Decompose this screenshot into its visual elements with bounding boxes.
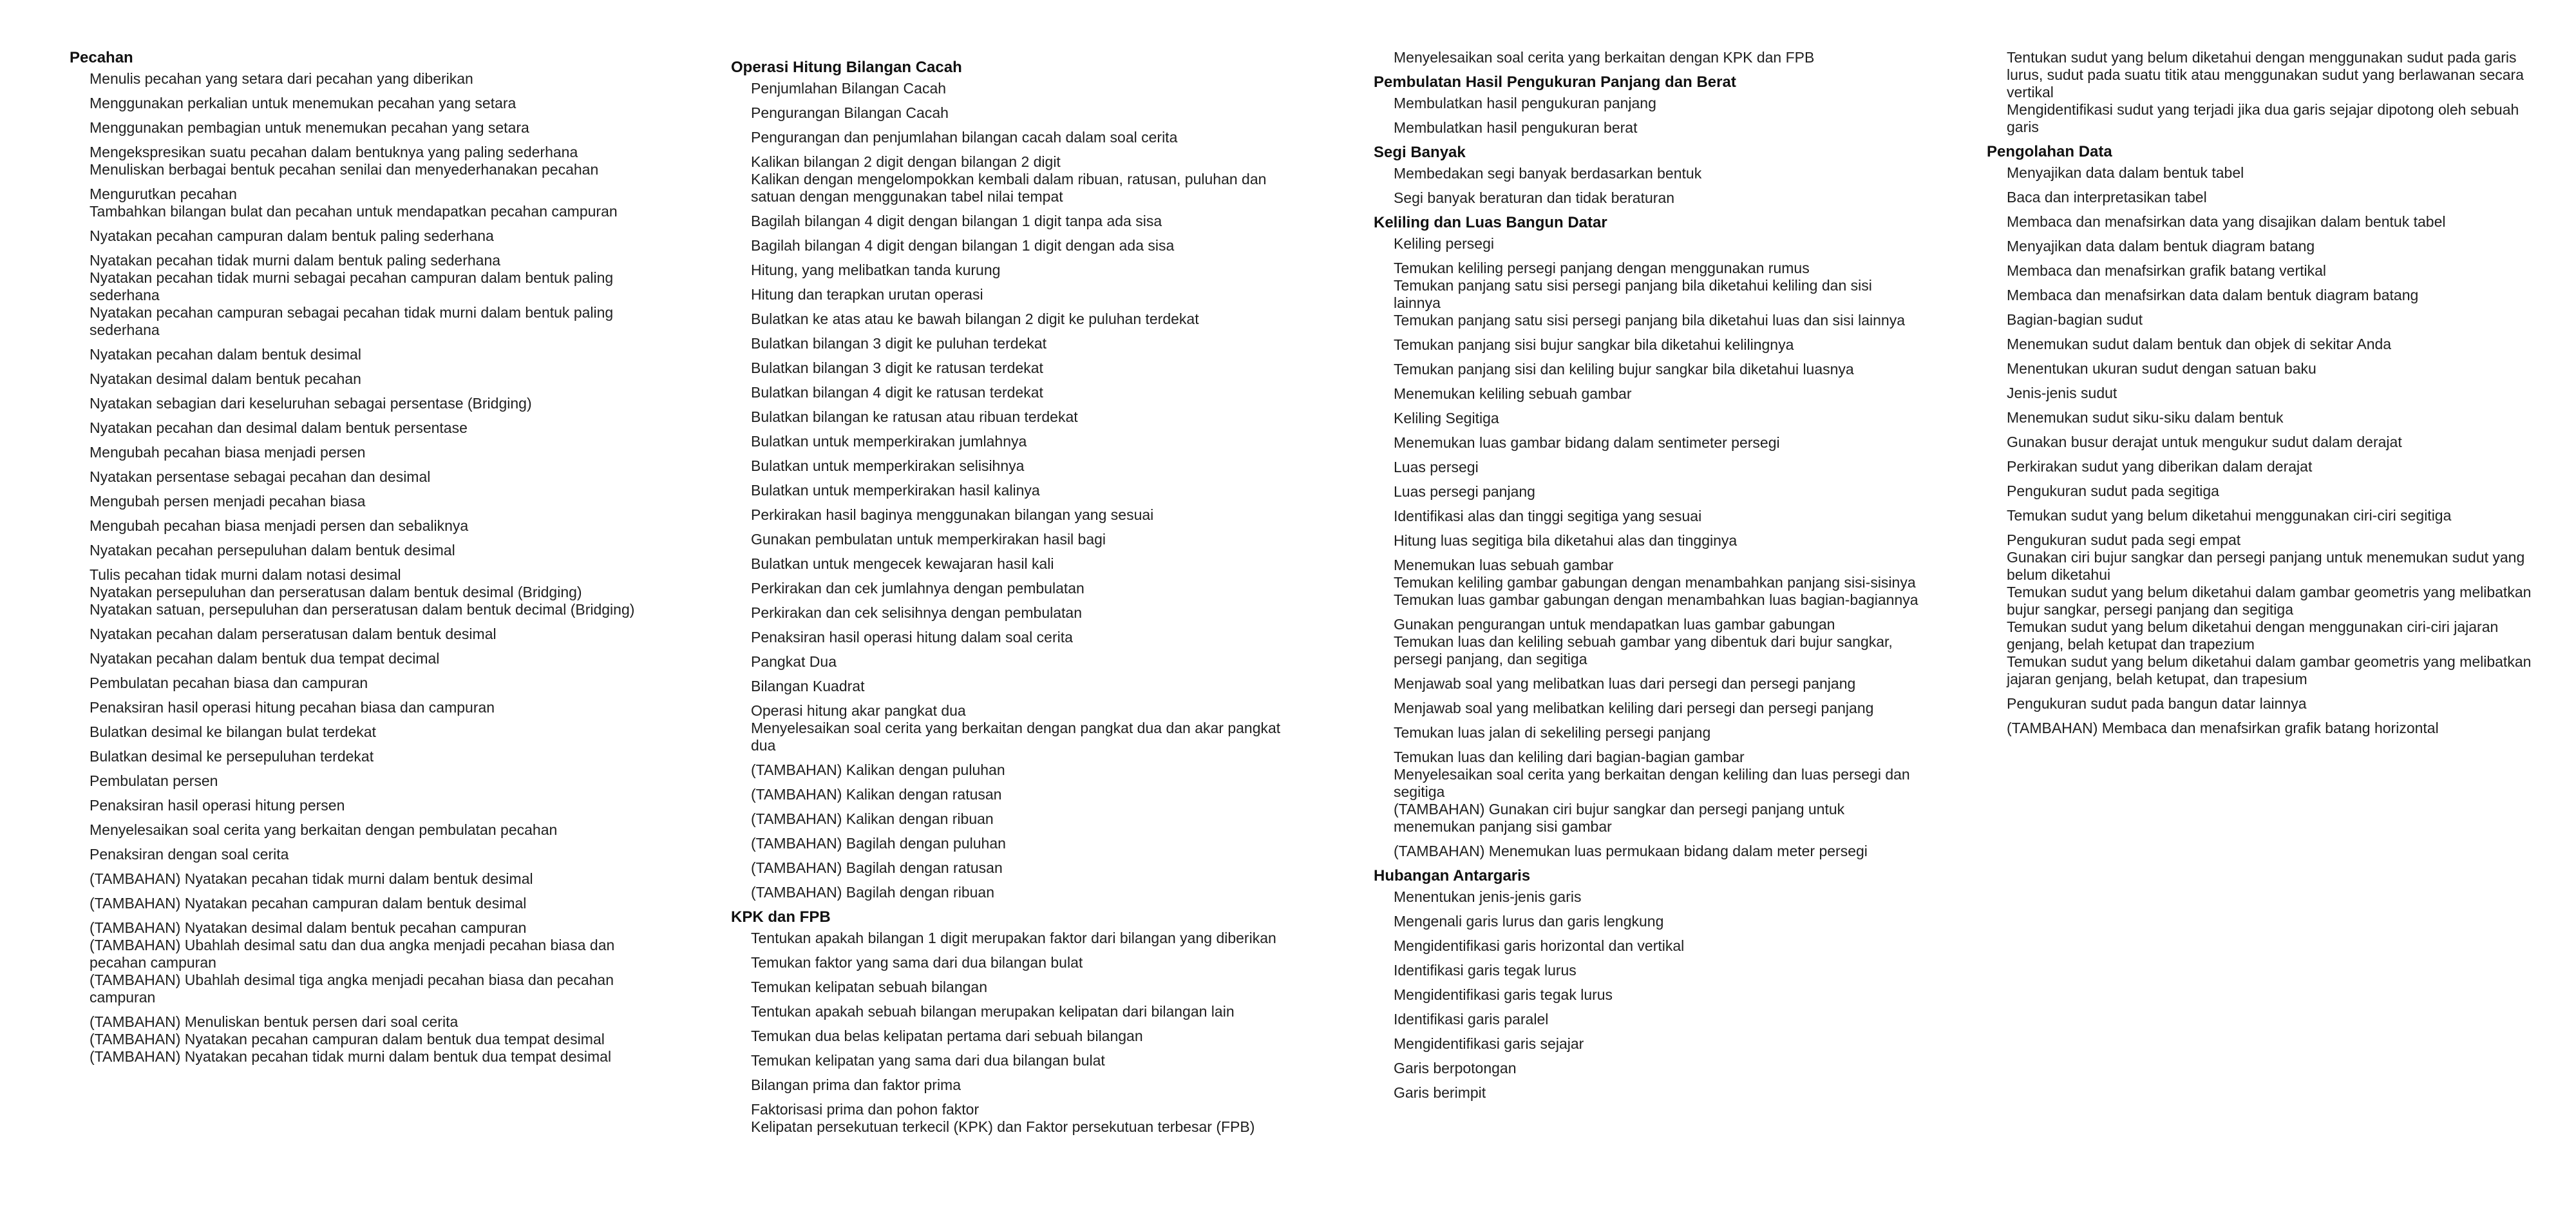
topic-item: Membulatkan hasil pengukuran panjang xyxy=(1394,95,1656,111)
topic-item: Menemukan luas sebuah gambar xyxy=(1394,557,1614,573)
topic-section xyxy=(70,49,636,1066)
topic-item: Membaca dan menafsirkan data dalam bentuk diagram batang xyxy=(2007,287,2419,303)
topic-item: Pembulatan pecahan biasa dan campuran xyxy=(90,674,368,691)
topic-item: Pengukuran sudut pada bangun datar lainnya xyxy=(2007,695,2307,712)
topic-item: Pengukuran sudut pada segitiga xyxy=(2007,483,2219,499)
topic-item: Temukan keliling persegi panjang dengan menggunakan rumus xyxy=(1394,260,1810,276)
topic-item: Gunakan pengurangan untuk mendapatkan luas gambar gabungan xyxy=(1394,616,1835,633)
topic-item: Tentukan apakah bilangan 1 digit merupakan faktor dari bilangan yang diberikan xyxy=(751,930,1276,946)
topic-section xyxy=(1987,143,2534,737)
topic-item: Menulis pecahan yang setara dari pecahan yang diberikan xyxy=(90,70,473,87)
topic-section xyxy=(1374,214,1921,860)
topic-item: Penaksiran dengan soal cerita xyxy=(90,846,289,863)
topic-item: Menemukan sudut siku-siku dalam bentuk xyxy=(2007,409,2284,426)
topic-item: Nyatakan persentase sebagai pecahan dan desimal xyxy=(90,468,431,485)
topic-item: Nyatakan pecahan dalam perseratusan dalam bentuk desimal xyxy=(90,626,497,642)
topic-item: Garis berpotongan xyxy=(1394,1060,1517,1076)
topic-item: (TAMBAHAN) Ubahlah desimal satu dan dua angka menjadi pecahan biasa dan pecahan campuran xyxy=(90,937,615,971)
topic-item: Nyatakan pecahan campuran dalam bentuk paling sederhana xyxy=(90,227,494,244)
topic-item: Temukan luas dan keliling sebuah gambar yang dibentuk dari bujur sangkar, persegi panjang, dan segitiga xyxy=(1394,633,1893,667)
topic-item: Nyatakan pecahan dan desimal dalam bentuk persentase xyxy=(90,419,468,436)
topic-item: Temukan kelipatan yang sama dari dua bilangan bulat xyxy=(751,1052,1105,1069)
topic-item: Hitung dan terapkan urutan operasi xyxy=(751,286,983,303)
topic-item: (TAMBAHAN) Bagilah dengan ribuan xyxy=(751,884,994,901)
topic-section xyxy=(1374,73,1921,137)
section-heading: Segi Banyak xyxy=(1374,144,1466,161)
topic-item: Tambahkan bilangan bulat dan pecahan untuk mendapatkan pecahan campuran xyxy=(90,203,618,220)
topic-item: Menggunakan perkalian untuk menemukan pecahan yang setara xyxy=(90,95,516,111)
topic-item: Temukan panjang satu sisi persegi panjang bila diketahui luas dan sisi lainnya xyxy=(1394,312,1906,329)
topic-item: Keliling persegi xyxy=(1394,235,1494,252)
topic-item: Perkirakan dan cek jumlahnya dengan pembulatan xyxy=(751,580,1084,597)
topic-item: Nyatakan pecahan tidak murni sebagai pecahan campuran dalam bentuk paling sederhana xyxy=(90,269,614,303)
section-heading: Operasi Hitung Bilangan Cacah xyxy=(731,59,962,76)
topic-item: (TAMBAHAN) Nyatakan pecahan campuran dalam bentuk dua tempat desimal xyxy=(90,1031,605,1047)
topic-item: Mengubah pecahan biasa menjadi persen dan sebaliknya xyxy=(90,517,469,534)
topic-item: Nyatakan pecahan persepuluhan dalam bentuk desimal xyxy=(90,542,455,559)
topic-item: Mengenali garis lurus dan garis lengkung xyxy=(1394,913,1664,930)
topic-item: Mengubah pecahan biasa menjadi persen xyxy=(90,444,366,461)
section-heading: Pengolahan Data xyxy=(1987,143,2112,160)
topic-item: Jenis-jenis sudut xyxy=(2007,385,2117,401)
topic-item: Perkirakan sudut yang diberikan dalam derajat xyxy=(2007,458,2313,475)
topic-item: Bulatkan bilangan ke ratusan atau ribuan terdekat xyxy=(751,408,1078,425)
topic-item: Temukan panjang satu sisi persegi panjang bila diketahui keliling dan sisi lainnya xyxy=(1394,277,1872,311)
section-heading: Keliling dan Luas Bangun Datar xyxy=(1374,214,1607,231)
topic-item: Menemukan sudut dalam bentuk dan objek di sekitar Anda xyxy=(2007,336,2392,352)
topic-item: Bilangan Kuadrat xyxy=(751,678,865,694)
topic-item: Identifikasi garis paralel xyxy=(1394,1011,1549,1028)
topic-item: Menyelesaikan soal cerita yang berkaitan dengan pangkat dua dan akar pangkat dua xyxy=(751,720,1281,754)
topic-item: Bulatkan bilangan 3 digit ke puluhan terdekat xyxy=(751,335,1047,352)
topic-item: Faktorisasi prima dan pohon faktor xyxy=(751,1101,980,1118)
topic-item: Pengukuran sudut pada segi empat xyxy=(2007,531,2241,548)
topic-item: Menyajikan data dalam bentuk tabel xyxy=(2007,164,2244,181)
section-heading: KPK dan FPB xyxy=(731,908,831,926)
topic-item: Nyatakan sebagian dari keseluruhan sebagai persentase (Bridging) xyxy=(90,395,532,412)
topic-item: Menyelesaikan soal cerita yang berkaitan dengan keliling dan luas persegi dan segitiga xyxy=(1394,766,1910,800)
topic-item: (TAMBAHAN) Menemukan luas permukaan bidang dalam meter persegi xyxy=(1394,843,1868,859)
topic-item: (TAMBAHAN) Nyatakan pecahan tidak murni dalam bentuk desimal xyxy=(90,870,533,887)
topic-item: (TAMBAHAN) Nyatakan desimal dalam bentuk pecahan campuran xyxy=(90,919,527,936)
topic-item: Identifikasi alas dan tinggi segitiga yang sesuai xyxy=(1394,508,1702,524)
topic-item: (TAMBAHAN) Kalikan dengan puluhan xyxy=(751,761,1005,778)
topic-item: Temukan sudut yang belum diketahui menggunakan ciri-ciri segitiga xyxy=(2007,507,2452,524)
topic-item: Tentukan sudut yang belum diketahui dengan menggunakan sudut pada garis lurus, sudut pada suatu titik atau menggunakan sudut yang berlawanan secara vertikal xyxy=(2007,49,2524,100)
topic-item: Bulatkan ke atas atau ke bawah bilangan 2 digit ke puluhan terdekat xyxy=(751,311,1199,327)
topic-item: Penaksiran hasil operasi hitung dalam soal cerita xyxy=(751,629,1073,645)
topic-item: Tulis pecahan tidak murni dalam notasi desimal xyxy=(90,566,401,583)
topic-item: (TAMBAHAN) Kalikan dengan ribuan xyxy=(751,810,994,827)
topic-section xyxy=(731,908,1298,1136)
topic-item: Hitung, yang melibatkan tanda kurung xyxy=(751,262,1001,278)
topic-item: Membaca dan menafsirkan data yang disajikan dalam bentuk tabel xyxy=(2007,213,2446,230)
topic-section xyxy=(1374,144,1921,207)
section-heading: Pembulatan Hasil Pengukuran Panjang dan Berat xyxy=(1374,73,1736,91)
topic-item: (TAMBAHAN) Membaca dan menafsirkan grafik batang horizontal xyxy=(2007,720,2439,736)
topic-item: Bagilah bilangan 4 digit dengan bilangan 1 digit tanpa ada sisa xyxy=(751,213,1162,229)
topic-item: Nyatakan pecahan tidak murni dalam bentuk paling sederhana xyxy=(90,252,501,269)
topic-item: Bulatkan untuk memperkirakan selisihnya xyxy=(751,457,1025,474)
topic-item: Operasi hitung akar pangkat dua xyxy=(751,702,966,719)
topic-item: Penaksiran hasil operasi hitung pecahan biasa dan campuran xyxy=(90,699,495,716)
topic-item: Temukan sudut yang belum diketahui dalam gambar geometris yang melibatkan jajaran genjang, belah ketupat, dan trapesium xyxy=(2007,653,2532,687)
topic-item: Menemukan luas gambar bidang dalam sentimeter persegi xyxy=(1394,434,1780,451)
section-heading: Hubangan Antargaris xyxy=(1374,867,1531,885)
topic-item: Temukan luas gambar gabungan dengan menambahkan luas bagian-bagiannya xyxy=(1394,591,1918,608)
topic-section xyxy=(1374,867,1921,1102)
topic-item: Temukan panjang sisi bujur sangkar bila diketahui kelilingnya xyxy=(1394,336,1794,353)
topic-item: Bulatkan bilangan 4 digit ke ratusan terdekat xyxy=(751,384,1043,401)
topic-item: Bulatkan bilangan 3 digit ke ratusan terdekat xyxy=(751,359,1043,376)
topic-item: Bulatkan desimal ke persepuluhan terdekat xyxy=(90,748,374,765)
topic-item: Membulatkan hasil pengukuran berat xyxy=(1394,119,1638,136)
column-4 xyxy=(1987,49,2534,744)
topic-item: Temukan kelipatan sebuah bilangan xyxy=(751,979,987,995)
column-1 xyxy=(70,45,636,1073)
topic-item: (TAMBAHAN) Kalikan dengan ratusan xyxy=(751,786,1002,803)
topic-item: Bagian-bagian sudut xyxy=(2007,311,2143,328)
topic-item: Segi banyak beraturan dan tidak beraturan xyxy=(1394,189,1675,206)
topic-section xyxy=(1374,49,1921,66)
topic-item: Nyatakan pecahan dalam bentuk dua tempat decimal xyxy=(90,650,440,667)
topic-item: Keliling Segitiga xyxy=(1394,410,1499,426)
topic-item: Mengidentifikasi garis sejajar xyxy=(1394,1035,1584,1052)
topic-item: Mengekspresikan suatu pecahan dalam bentuknya yang paling sederhana xyxy=(90,144,578,160)
topic-item: Temukan faktor yang sama dari dua bilangan bulat xyxy=(751,954,1083,971)
topic-item: Bulatkan desimal ke bilangan bulat terdekat xyxy=(90,723,376,740)
topic-item: Gunakan pembulatan untuk memperkirakan hasil bagi xyxy=(751,531,1106,548)
topic-item: Hitung luas segitiga bila diketahui alas dan tingginya xyxy=(1394,532,1738,549)
topic-section xyxy=(1987,49,2534,136)
topic-item: Gunakan ciri bujur sangkar dan persegi panjang untuk menemukan sudut yang belum diketahui xyxy=(2007,549,2525,583)
topic-item: Bulatkan untuk memperkirakan jumlahnya xyxy=(751,433,1027,450)
topic-item: Kalikan dengan mengelompokkan kembali dalam ribuan, ratusan, puluhan dan satuan dengan menggunakan tabel nilai tempat xyxy=(751,171,1267,205)
topic-item: Nyatakan satuan, persepuluhan dan perseratusan dalam bentuk decimal (Bridging) xyxy=(90,601,635,618)
topic-item: Pengurangan dan penjumlahan bilangan cacah dalam soal cerita xyxy=(751,129,1178,146)
topic-item: (TAMBAHAN) Menuliskan bentuk persen dari soal cerita xyxy=(90,1013,459,1030)
column-2 xyxy=(731,55,1298,1143)
topic-item: Membaca dan menafsirkan grafik batang vertikal xyxy=(2007,262,2327,279)
topic-item: Mengidentifikasi garis tegak lurus xyxy=(1394,986,1613,1003)
topic-item: Mengidentifikasi garis horizontal dan vertikal xyxy=(1394,937,1685,954)
topic-item: Membedakan segi banyak berdasarkan bentuk xyxy=(1394,165,1702,182)
topic-item: Menyajikan data dalam bentuk diagram batang xyxy=(2007,238,2315,254)
topic-item: (TAMBAHAN) Bagilah dengan ratusan xyxy=(751,859,1003,876)
topic-section xyxy=(731,59,1298,901)
topic-item: Pangkat Dua xyxy=(751,653,837,670)
topic-item: Nyatakan pecahan campuran sebagai pecahan tidak murni dalam bentuk paling sederhana xyxy=(90,304,614,338)
topic-item: Bulatkan untuk memperkirakan hasil kalinya xyxy=(751,482,1040,499)
topic-item: Mengidentifikasi sudut yang terjadi jika dua garis sejajar dipotong oleh sebuah garis xyxy=(2007,101,2519,135)
topic-item: Perkirakan dan cek selisihnya dengan pembulatan xyxy=(751,604,1082,621)
section-heading: Pecahan xyxy=(70,49,133,66)
topic-item: Temukan dua belas kelipatan pertama dari sebuah bilangan xyxy=(751,1028,1143,1044)
column-3 xyxy=(1374,49,1921,1109)
topic-item: Luas persegi panjang xyxy=(1394,483,1535,500)
topic-item: Menentukan ukuran sudut dengan satuan baku xyxy=(2007,360,2316,377)
topic-item: Gunakan busur derajat untuk mengukur sudut dalam derajat xyxy=(2007,434,2402,450)
topic-item: Bagilah bilangan 4 digit dengan bilangan 1 digit dengan ada sisa xyxy=(751,237,1175,254)
topic-item: Menggunakan pembagian untuk menemukan pecahan yang setara xyxy=(90,119,529,136)
topic-item: (TAMBAHAN) Nyatakan pecahan campuran dalam bentuk desimal xyxy=(90,895,527,912)
topic-item: Temukan luas dan keliling dari bagian-bagian gambar xyxy=(1394,749,1745,765)
topic-item: Nyatakan desimal dalam bentuk pecahan xyxy=(90,370,361,387)
topic-item: Garis berimpit xyxy=(1394,1084,1486,1101)
topic-item: Luas persegi xyxy=(1394,459,1479,475)
topic-item: Menjawab soal yang melibatkan luas dari persegi dan persegi panjang xyxy=(1394,675,1856,692)
topic-item: (TAMBAHAN) Gunakan ciri bujur sangkar dan persegi panjang untuk menemukan panjang sisi gambar xyxy=(1394,801,1845,835)
topic-item: Kalikan bilangan 2 digit dengan bilangan 2 digit xyxy=(751,153,1061,170)
topic-item: (TAMBAHAN) Bagilah dengan puluhan xyxy=(751,835,1006,852)
topic-item: Perkirakan hasil baginya menggunakan bilangan yang sesuai xyxy=(751,506,1154,523)
topic-item: (TAMBAHAN) Nyatakan pecahan tidak murni dalam bentuk dua tempat desimal xyxy=(90,1048,612,1065)
topic-item: Nyatakan persepuluhan dan perseratusan dalam bentuk desimal (Bridging) xyxy=(90,584,582,600)
topic-item: Identifikasi garis tegak lurus xyxy=(1394,962,1577,979)
topic-item: Temukan sudut yang belum diketahui dengan menggunakan ciri-ciri jajaran genjang, belah ketupat dan trapezium xyxy=(2007,618,2499,653)
topic-item: Penjumlahan Bilangan Cacah xyxy=(751,80,947,97)
topic-item: Menjawab soal yang melibatkan keliling dari persegi dan persegi panjang xyxy=(1394,700,1874,716)
topic-item: Temukan keliling gambar gabungan dengan menambahkan panjang sisi-sisinya xyxy=(1394,574,1916,591)
topic-item: Menemukan keliling sebuah gambar xyxy=(1394,385,1632,402)
topic-item: Bulatkan untuk mengecek kewajaran hasil kali xyxy=(751,555,1054,572)
topic-item: Mengubah persen menjadi pecahan biasa xyxy=(90,493,366,510)
topic-item: Kelipatan persekutuan terkecil (KPK) dan Faktor persekutuan terbesar (FPB) xyxy=(751,1118,1255,1135)
topic-item: Nyatakan pecahan dalam bentuk desimal xyxy=(90,346,361,363)
topic-item: Tentukan apakah sebuah bilangan merupakan kelipatan dari bilangan lain xyxy=(751,1003,1235,1020)
topic-item: Bilangan prima dan faktor prima xyxy=(751,1076,961,1093)
topic-item: Temukan sudut yang belum diketahui dalam gambar geometris yang melibatkan bujur sangkar, persegi panjang dan segitiga xyxy=(2007,584,2532,618)
topic-item: Temukan panjang sisi dan keliling bujur sangkar bila diketahui luasnya xyxy=(1394,361,1854,378)
topic-item: Temukan luas jalan di sekeliling persegi panjang xyxy=(1394,724,1711,741)
topic-item: Baca dan interpretasikan tabel xyxy=(2007,189,2207,206)
topic-item: Menentukan jenis-jenis garis xyxy=(1394,888,1582,905)
topic-item: Pengurangan Bilangan Cacah xyxy=(751,104,949,121)
topic-item: Menyelesaikan soal cerita yang berkaitan dengan pembulatan pecahan xyxy=(90,821,558,838)
topic-item: (TAMBAHAN) Ubahlah desimal tiga angka menjadi pecahan biasa dan pecahan campuran xyxy=(90,971,614,1006)
topic-item: Penaksiran hasil operasi hitung persen xyxy=(90,797,345,814)
topic-item: Mengurutkan pecahan xyxy=(90,186,237,202)
topic-item: Menyelesaikan soal cerita yang berkaitan dengan KPK dan FPB xyxy=(1394,49,1815,66)
topic-item: Pembulatan persen xyxy=(90,772,218,789)
topic-item: Menuliskan berbagai bentuk pecahan senilai dan menyederhanakan pecahan xyxy=(90,161,599,178)
